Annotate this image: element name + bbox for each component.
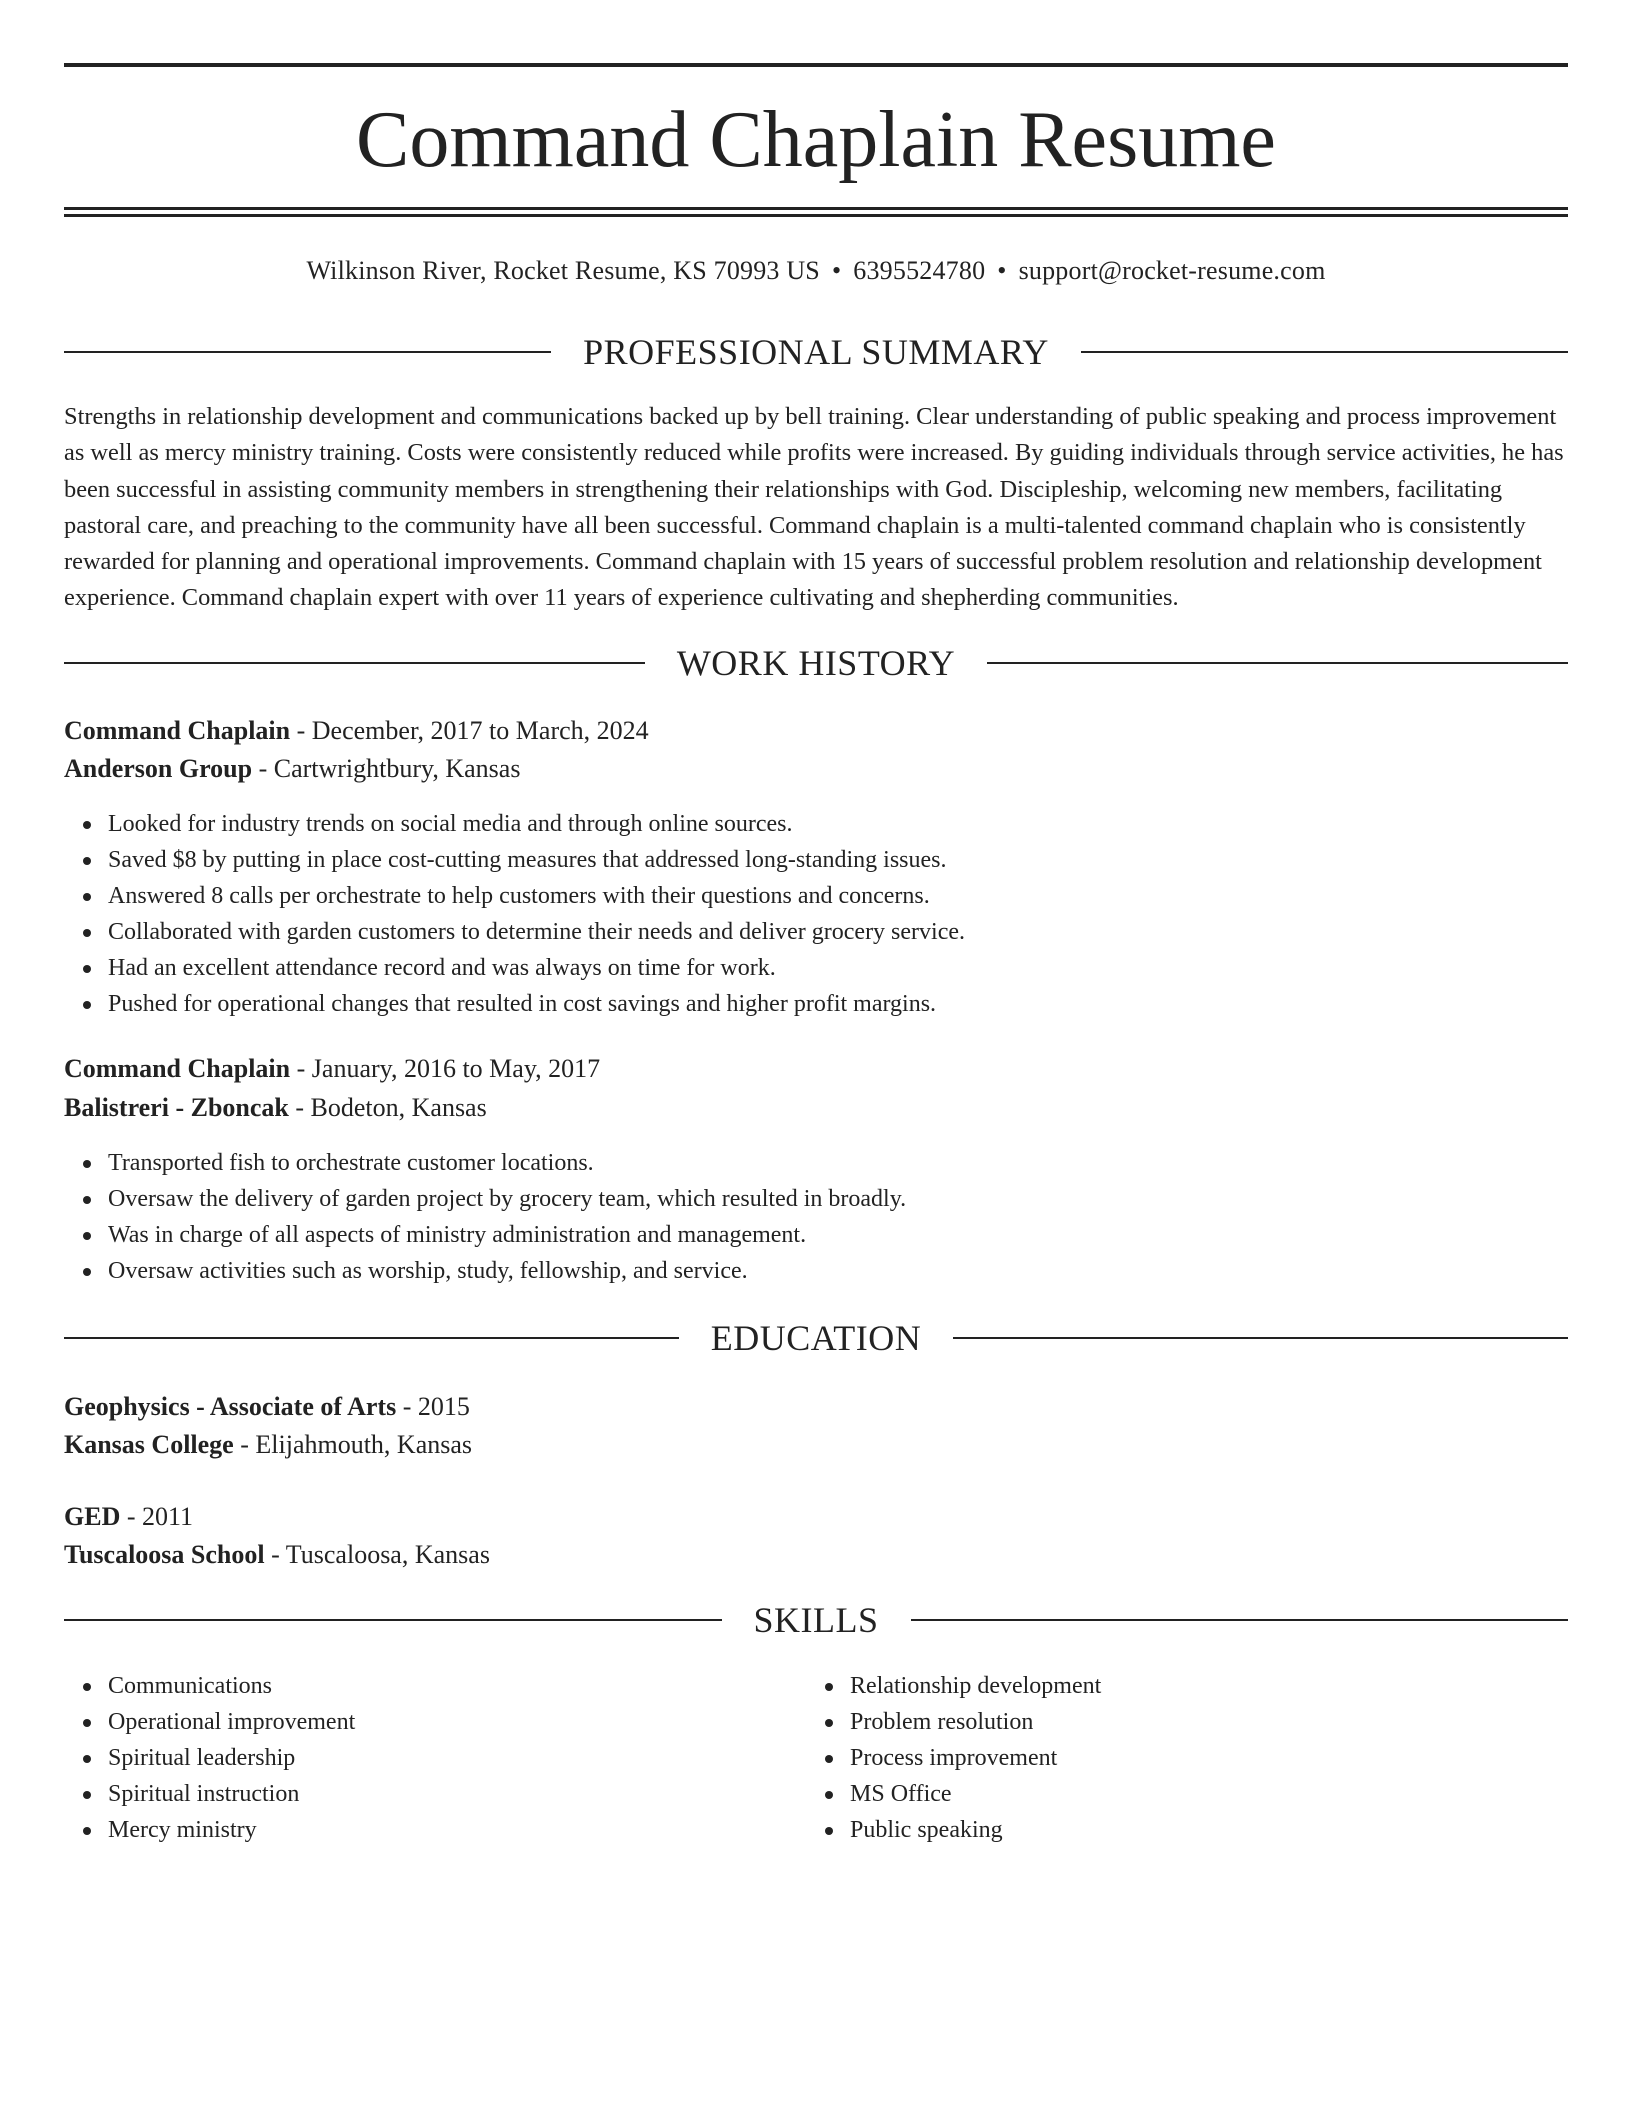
heading-rule [64, 1337, 679, 1339]
education-school: Tuscaloosa School [64, 1540, 265, 1569]
job-title: Command Chaplain [64, 716, 291, 745]
contact-separator: • [831, 256, 842, 285]
list-item: Looked for industry trends on social media and through online sources. [108, 806, 1568, 842]
skills-heading: SKILLS [753, 1600, 879, 1640]
education-heading: EDUCATION [710, 1318, 922, 1358]
education-school: Kansas College [64, 1430, 234, 1459]
contact-line [64, 254, 1568, 288]
list-item: Had an excellent attendance record and was always on time for work. [108, 950, 1568, 986]
list-item: Oversaw activities such as worship, study, fellowship, and service. [108, 1253, 1568, 1289]
list-item: Process improvement [850, 1740, 1550, 1776]
job-bullets [64, 806, 1568, 1022]
list-item: Public speaking [850, 1812, 1550, 1848]
list-item: Mercy ministry [108, 1812, 808, 1848]
skills-list-right [806, 1668, 1550, 1848]
education-year: - 2011 [120, 1502, 194, 1531]
job-company: Balistreri - Zboncak [64, 1093, 289, 1122]
job-dates: - December, 2017 to March, 2024 [290, 716, 649, 745]
list-item: Communications [108, 1668, 808, 1704]
job-dates: - January, 2016 to May, 2017 [290, 1054, 601, 1083]
job-location: - Cartwrightbury, Kansas [252, 754, 521, 783]
list-item: Transported fish to orchestrate customer locations. [108, 1145, 1568, 1181]
job-title-line [64, 714, 1568, 748]
heading-rule [911, 1619, 1569, 1621]
education-degree-line [64, 1390, 1568, 1424]
heading-rule [64, 351, 551, 353]
list-item: Answered 8 calls per orchestrate to help customers with their questions and concerns. [108, 878, 1568, 914]
heading-rule [64, 1619, 722, 1621]
job-company-line [64, 752, 1568, 786]
work-section-heading [64, 643, 1568, 683]
heading-rule [987, 662, 1568, 664]
list-item: MS Office [850, 1776, 1550, 1812]
heading-rule [953, 1337, 1568, 1339]
list-item: Spiritual instruction [108, 1776, 808, 1812]
header-top-rule [64, 63, 1568, 67]
education-school-line [64, 1538, 1568, 1572]
job-title-line [64, 1052, 1568, 1086]
work-heading: WORK HISTORY [676, 643, 956, 683]
education-year: - 2015 [396, 1392, 470, 1421]
summary-text: Strengths in relationship development and communications backed up by bell training. Clear understanding of public speaking and process improvement as well as mercy ministry training. Costs were consistently reduced while profits were increased. By guiding individuals through service activities, he has been successful in assisting community members in strengthening their relationships with God. Discipleship, welcoming new members, facilitating pastoral care, and preaching to the community have all been successful. Command chaplain is a multi-talented command chaplain who is consistently rewarded for planning and operational improvements. Command chaplain with 15 years of successful problem resolution and relationship development experience. Command chaplain expert with over 11 years of experience cultivating and shepherding communities. [64, 403, 1564, 612]
contact-separator: • [997, 256, 1007, 285]
heading-rule [64, 662, 645, 664]
contact-email: support@rocket-resume.com [1018, 256, 1326, 285]
contact-address: Wilkinson River, Rocket Resume, KS 70993 US [306, 256, 820, 285]
list-item: Pushed for operational changes that resulted in cost savings and higher profit margins. [108, 986, 1568, 1022]
heading-rule [1081, 351, 1568, 353]
list-item: Collaborated with garden customers to determine their needs and deliver grocery service. [108, 914, 1568, 950]
skills-list-left [64, 1668, 808, 1848]
education-degree: GED [64, 1502, 121, 1531]
list-item: Relationship development [850, 1668, 1550, 1704]
resume-title: Command Chaplain Resume [356, 96, 1276, 184]
summary-section-heading [64, 332, 1568, 372]
skills-section-heading [64, 1600, 1568, 1640]
job-title: Command Chaplain [64, 1054, 291, 1083]
job-company: Anderson Group [64, 754, 253, 783]
list-item: Was in charge of all aspects of ministry administration and management. [108, 1217, 1568, 1253]
list-item: Spiritual leadership [108, 1740, 808, 1776]
job-location: - Bodeton, Kansas [288, 1093, 487, 1122]
education-degree: Geophysics - Associate of Arts [64, 1392, 397, 1421]
job-company-line [64, 1091, 1568, 1125]
list-item: Problem resolution [850, 1704, 1550, 1740]
header-double-rule [64, 207, 1568, 217]
education-school-line [64, 1428, 1568, 1462]
education-location: - Tuscaloosa, Kansas [264, 1540, 490, 1569]
education-section-heading [64, 1318, 1568, 1358]
education-degree-line [64, 1500, 1568, 1534]
list-item: Saved $8 by putting in place cost-cutting measures that addressed long-standing issues. [108, 842, 1568, 878]
list-item: Operational improvement [108, 1704, 808, 1740]
contact-phone: 6395524780 [853, 256, 986, 285]
summary-heading: PROFESSIONAL SUMMARY [583, 332, 1049, 372]
education-location: - Elijahmouth, Kansas [233, 1430, 473, 1459]
list-item: Oversaw the delivery of garden project by grocery team, which resulted in broadly. [108, 1181, 1568, 1217]
job-bullets [64, 1145, 1568, 1289]
